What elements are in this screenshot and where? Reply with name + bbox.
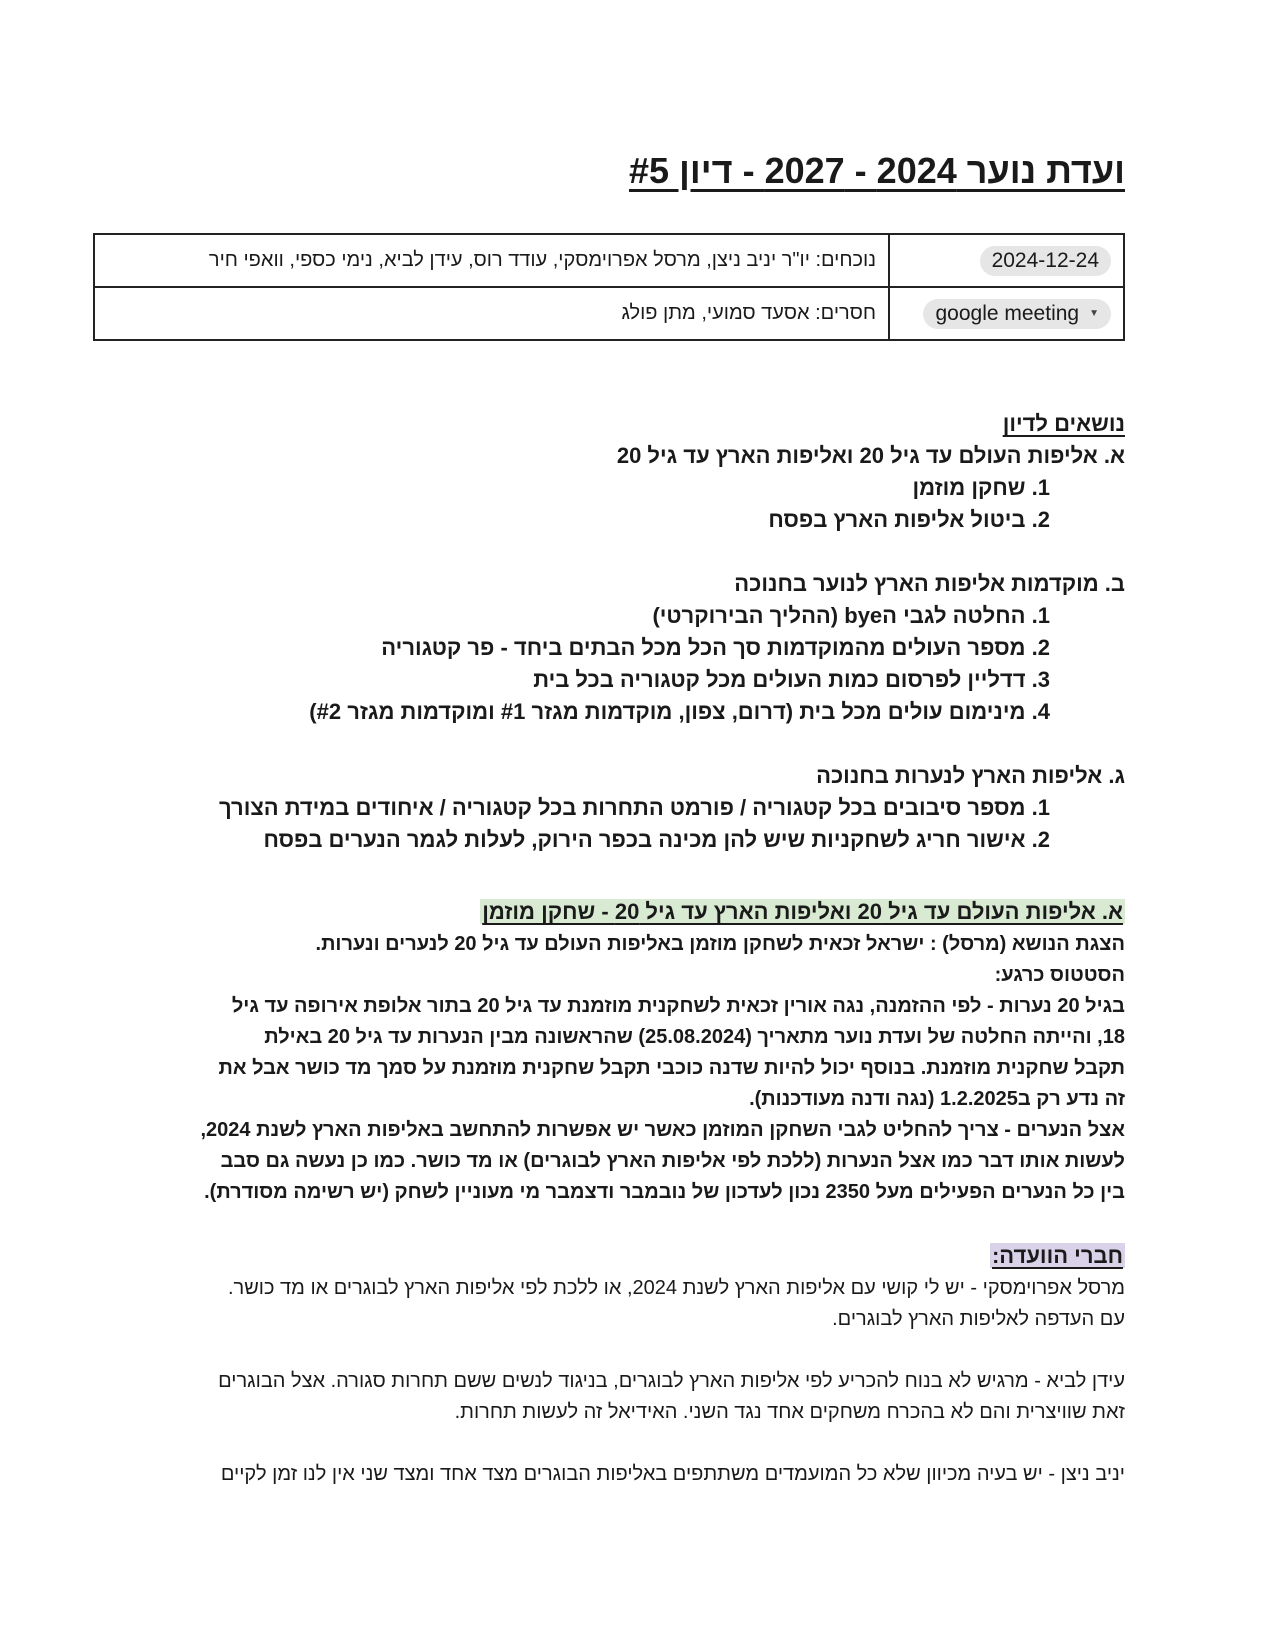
discussion-line: תקבל שחקנית מוזמנת. בנוסף יכול להיות שדנה כוכבי תקבל שחקנית מוזמנת על סמך מד כושר אבל את xyxy=(218,1057,1125,1079)
discussion-line: זה נדע רק ב1.2.2025 (נגה ודנה מעודכנות). xyxy=(749,1088,1125,1110)
date-chip[interactable]: 2024-12-24 xyxy=(980,246,1111,276)
present-cell: נוכחים: יו"ר יניב ניצן, מרסל אפרוימסקי, עודד רוס, עידן לביא, נימי כספי, וואפי חיר xyxy=(94,234,889,287)
committee-heading-line xyxy=(93,1239,1125,1273)
discussion-line: אצל הנערים - צריך להחליט לגבי השחקן המוזמן כאשר יש אפשרות להתחשב באליפות הארץ לשנת 2024, xyxy=(200,1119,1125,1141)
location-chip[interactable] xyxy=(923,299,1111,329)
committee-line: עידן לביא - מרגיש לא בנוח להכריע לפי אליפות הארץ לבוגרים, בניגוד לנשים ששם תחרות סגורה. אצל הבוגרים xyxy=(218,1370,1125,1392)
agenda-section-title: א. אליפות העולם עד גיל 20 ואליפות הארץ עד גיל 20 xyxy=(616,443,1125,468)
agenda-section-title: ג. אליפות הארץ לנערות בחנוכה xyxy=(816,763,1125,788)
discussion-line: בין כל הנערים הפעילים מעל 2350 נכון לעדכון של נובמבר ודצמבר מי מעוניין לשחק (יש רשימה מסודרת). xyxy=(204,1181,1125,1203)
committee-body xyxy=(93,1273,1125,1490)
location-chip-label: google meeting xyxy=(935,301,1080,325)
discussion-line: הסטטוס כרגע: xyxy=(994,964,1125,986)
committee-line: זאת שוויצרית והם לא בהכרח משחקים אחד נגד השני. האידיאל זה לעשות תחרות. xyxy=(454,1401,1125,1423)
agenda xyxy=(93,408,1125,856)
meeting-info-row xyxy=(94,287,1124,340)
meeting-info-table xyxy=(93,233,1125,341)
page-title: ועדת נוער 2024 - 2027 - דיון #5 xyxy=(628,150,1125,191)
dropdown-caret-icon: ▼ xyxy=(1089,308,1099,320)
discussion-line: הצגת הנושא (מרסל) : ישראל זכאית לשחקן מוזמן באליפות העולם עד גיל 20 לנערים ונערות. xyxy=(315,933,1125,955)
agenda-heading-line xyxy=(93,408,1125,440)
committee-line: עם העדפה לאליפות הארץ לבוגרים. xyxy=(832,1308,1125,1330)
discussion-heading: א. אליפות העולם עד גיל 20 ואליפות הארץ עד גיל 20 - שחקן מוזמן xyxy=(482,899,1123,924)
discussion-heading-line xyxy=(93,895,1125,929)
discussion-section xyxy=(93,895,1125,1490)
committee-line: מרסל אפרוימסקי - יש לי קושי עם אליפות הארץ לשנת 2024, או ללכת לפי אליפות הארץ לבוגרים או מד כושר. xyxy=(227,1277,1125,1299)
discussion-line: בגיל 20 נערות - לפי ההזמנה, נגה אורין זכאית לשחקנית מוזמנת עד גיל 20 בתור אלופת אירופה עד גיל xyxy=(231,995,1125,1017)
agenda-item: 1. שחקן מוזמן xyxy=(912,475,1050,500)
committee-heading: חברי הוועדה: xyxy=(991,1243,1123,1268)
discussion-line: לעשות אותו דבר כמו אצל הנערות (ללכת לפי אליפות הארץ לבוגרים) או מד כושר. כמו כן נעשה גם סבב xyxy=(220,1150,1125,1172)
agenda-section-title: ב. מוקדמות אליפות הארץ לנוער בחנוכה xyxy=(734,571,1125,596)
discussion-body xyxy=(93,929,1125,1208)
agenda-item: 3. דדליין לפרסום כמות העולים מכל קטגוריה בכל בית xyxy=(533,667,1050,692)
agenda-item: 2. אישור חריג לשחקניות שיש להן מכינה בכפר הירוק, לעלות לגמר הנערים בפסח xyxy=(263,827,1050,852)
discussion-line: 18, והייתה החלטה של ועדת נוער מתאריך (25.08.2024) שהראשונה מבין הנערות עד גיל 20 באילת xyxy=(264,1026,1125,1048)
agenda-item: 1. החלטה לגבי הbye (ההליך הבירוקרטי) xyxy=(652,603,1050,628)
agenda-heading: נושאים לדיון xyxy=(1002,411,1125,436)
meeting-info-row xyxy=(94,234,1124,287)
date-cell xyxy=(889,234,1124,287)
location-cell xyxy=(889,287,1124,340)
agenda-item: 1. מספר סיבובים בכל קטגוריה / פורמט התחרות בכל קטגוריה / איחודים במידת הצורך xyxy=(219,795,1050,820)
agenda-item: 2. ביטול אליפות הארץ בפסח xyxy=(768,507,1050,532)
agenda-item: 4. מינימום עולים מכל בית (דרום, צפון, מוקדמות מגזר #1 ומוקדמות מגזר #2) xyxy=(309,699,1050,724)
committee-line: יניב ניצן - יש בעיה מכיוון שלא כל המועמדים משתתפים באליפות הבוגרים מצד אחד ומצד שני אין לנו זמן לקיים xyxy=(220,1463,1125,1485)
absent-cell: חסרים: אסעד סמועי, מתן פולג xyxy=(94,287,889,340)
agenda-item: 2. מספר העולים מהמוקדמות סך הכל מכל הבתים ביחד - פר קטגוריה xyxy=(381,635,1050,660)
